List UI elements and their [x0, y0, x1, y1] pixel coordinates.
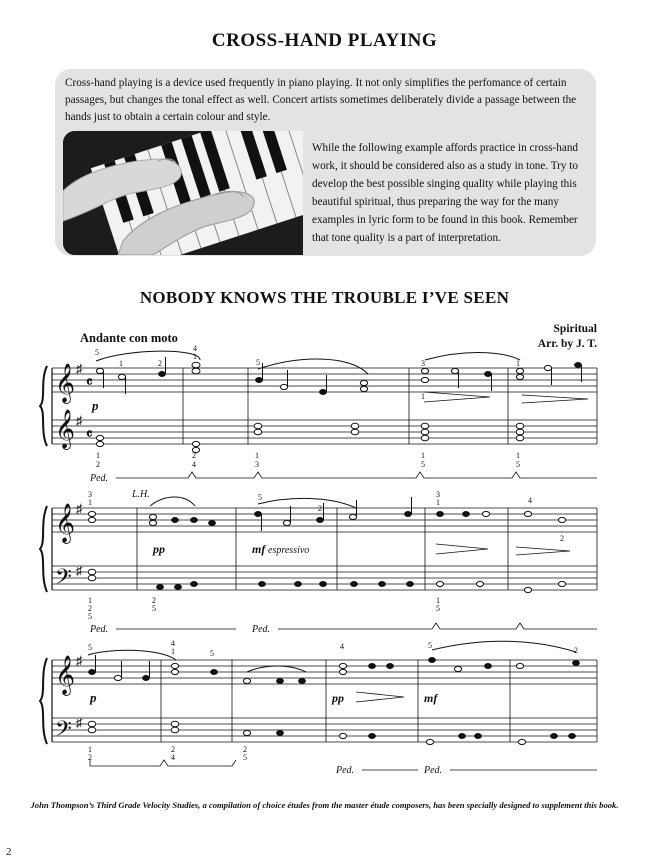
dynamic-pp: pp [153, 542, 165, 556]
svg-text:♯: ♯ [76, 413, 83, 428]
fingering: 1 [516, 451, 520, 460]
fingering: 5 [210, 649, 214, 658]
fingering: 5 [428, 641, 432, 650]
fingering: 1 [171, 647, 175, 656]
piece-title: NOBODY KNOWS THE TROUBLE I’VE SEEN [139, 288, 510, 307]
fingering: 3 [255, 460, 259, 469]
fingering: 2 [192, 451, 196, 460]
fingering: 1 [436, 498, 440, 507]
bass-clef-icon-2: 𝄢 [55, 565, 72, 594]
dynamic-p: p [92, 398, 99, 413]
intro-paragraph: Cross-hand playing is a device used frequently in piano playing. It not only simplifies the perfomance of certain passages, but changes the tonal effect as well. Concert artists sometimes deliberately divide a passage between the hands just to obtain a certain colour and style. [65, 77, 577, 123]
pedal-marking-2: Ped. [90, 624, 109, 635]
fingering: 5 [152, 604, 156, 613]
fingering: 2 [560, 534, 564, 543]
page-title: CROSS-HAND PLAYING [211, 30, 438, 51]
fingering: 1 [96, 451, 100, 460]
fingering: 2 [574, 646, 578, 655]
fingering: 1 [193, 352, 197, 361]
fingering: 5 [95, 348, 99, 357]
treble-clef-icon: 𝄞 [55, 365, 76, 402]
svg-text:♯: ♯ [76, 361, 83, 376]
time-signature-common-lower: 𝄴 [86, 427, 93, 443]
fingering: 1 [88, 498, 92, 507]
credit-genre: Spiritual [553, 323, 597, 335]
svg-text:♯: ♯ [76, 715, 83, 730]
treble-clef-icon-lower: 𝄞 [55, 411, 76, 448]
fingering: 4 [340, 642, 344, 651]
fingering: 1 [436, 596, 440, 605]
fingering: 1 [255, 451, 259, 460]
fingering: 2 [318, 504, 322, 513]
fingering: 4 [528, 496, 532, 505]
left-hand-marking: L.H. [132, 489, 150, 500]
fingering: 5 [88, 643, 92, 652]
treble-clef-icon-3: 𝄞 [55, 657, 76, 694]
page-number: 2 [6, 846, 12, 858]
fingering: 1 [88, 745, 92, 754]
fingering: 5 [243, 753, 247, 762]
fingering: 3 [88, 490, 92, 499]
fingering: 5 [516, 460, 520, 469]
time-signature-common: 𝄴 [86, 375, 93, 391]
fingering: 4 [171, 753, 175, 762]
fingering: 5 [88, 612, 92, 621]
fingering: 4 [171, 639, 175, 648]
fingering: 1 [421, 392, 425, 401]
fingering: 1 [516, 359, 520, 368]
fingering: 5 [258, 493, 262, 502]
pedal-marking-4: Ped. [336, 765, 355, 776]
fingering: 3 [421, 359, 425, 368]
svg-text:♯: ♯ [76, 501, 83, 516]
dynamic-mf-2: mf [424, 691, 438, 705]
fingering: 5 [256, 358, 260, 367]
system-3 [52, 660, 597, 742]
footer-note: John Thompson’s Third Grade Velocity Studies, a compilation of choice études from the master étude composers, has been specially designed to supplement this book. [30, 800, 619, 810]
fingering: 5 [421, 460, 425, 469]
fingering: 2 [243, 745, 247, 754]
system-2 [52, 508, 597, 590]
pedal-marking: Ped. [90, 473, 109, 484]
intro-side-paragraph: While the following example affords practice in cross-hand work, it should be considered also as a study in tone. Try to develop the best possible singing quality while playing this beautiful spiritual, thus preparing the way for the many examples in lyric form to be found in this book. Remember that tone quality is a part of interpretation. [312, 142, 579, 244]
fingering: 4 [192, 460, 196, 469]
fingering: 1 [88, 596, 92, 605]
fingering: 1 [421, 451, 425, 460]
pedal-marking-5: Ped. [424, 765, 443, 776]
dynamic-p-2: p [90, 690, 97, 705]
espressivo-marking: espressivo [268, 545, 310, 556]
fingering: 2 [152, 596, 156, 605]
fingering: 5 [436, 604, 440, 613]
fingering: 2 [171, 745, 175, 754]
svg-text:♯: ♯ [76, 563, 83, 578]
fingering: 1 [119, 359, 123, 368]
dynamic-pp-2: pp [332, 691, 344, 705]
fingering: 3 [436, 490, 440, 499]
system-1 [52, 368, 597, 444]
bass-clef-icon-3: 𝄢 [55, 717, 72, 746]
treble-clef-icon-2: 𝄞 [55, 505, 76, 542]
fingering: 2 [158, 359, 162, 368]
pedal-marking-3: Ped. [252, 624, 271, 635]
svg-text:♯: ♯ [76, 653, 83, 668]
fingering: 2 [88, 753, 92, 762]
dynamic-mf: mf [252, 542, 266, 556]
fingering: 2 [96, 460, 100, 469]
fingering: 2 [88, 604, 92, 613]
fingering: 4 [193, 344, 197, 353]
credit-arranger: Arr. by J. T. [537, 338, 597, 350]
tempo-marking: Andante con moto [80, 331, 178, 345]
